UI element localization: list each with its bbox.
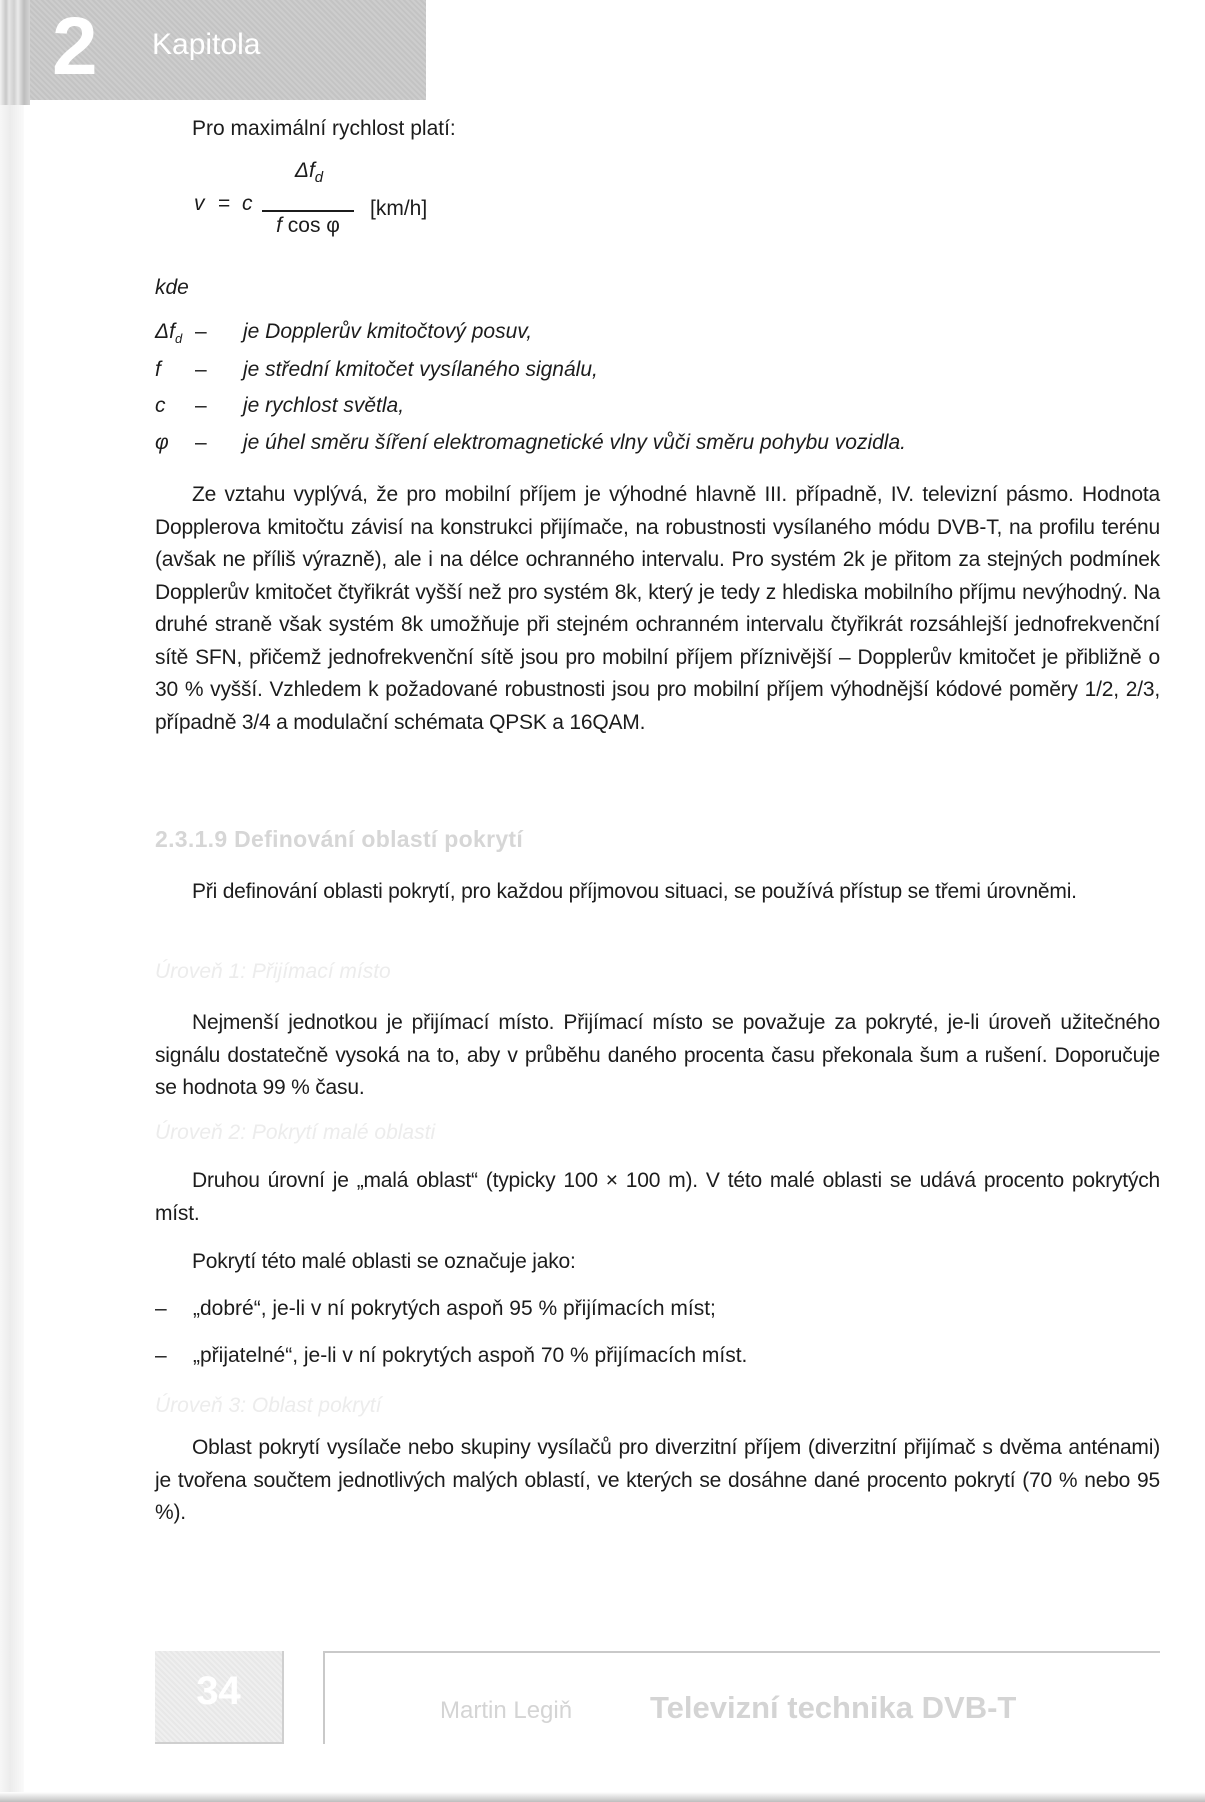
symbol-subscript: d — [174, 331, 183, 347]
formula-coefficient: c — [242, 192, 253, 215]
definition-text: je střední kmitočet vysílaného signálu, — [243, 358, 598, 381]
definition-symbol: c — [155, 394, 166, 417]
paragraph-coverage-intro: Při definování oblasti pokrytí, pro každou příjmovou situaci, se používá přístup se třemi úrovněmi. — [192, 880, 1077, 903]
bullet-good: „dobré“, je-li v ní pokrytých aspoň 95 % přijímacích míst; — [193, 1297, 716, 1320]
numerator-subscript: d — [314, 169, 324, 187]
formula-equals: = — [218, 192, 231, 215]
formula-unit: [km/h] — [370, 197, 428, 220]
bullet-dash: – — [155, 1344, 167, 1367]
definition-text: je úhel směru šíření elektromagnetické vlny vůči směru pohybu vozidla. — [243, 431, 906, 454]
section-heading: 2.3.1.9 Definování oblastí pokrytí — [155, 826, 524, 852]
paragraph-coverage-label: Pokrytí této malé oblasti se označuje jako: — [192, 1250, 576, 1273]
footer-separator — [323, 1651, 325, 1744]
denominator-f: f — [276, 214, 282, 237]
denominator-cos: cos φ — [281, 214, 340, 237]
page-edge-shadow — [0, 105, 24, 1802]
footer-author: Martin Legiň — [440, 1697, 573, 1724]
level-3-heading: Úroveň 3: Oblast pokrytí — [155, 1394, 382, 1417]
formula-numerator — [270, 159, 348, 186]
chapter-label: Kapitola — [152, 28, 261, 61]
definition-text: je rychlost světla, — [243, 394, 405, 417]
definition-dash: – — [195, 431, 207, 454]
definition-dash: – — [195, 394, 207, 417]
page-number-box — [155, 1651, 284, 1744]
fraction-bar — [262, 210, 354, 212]
intro-text: Pro maximální rychlost platí: — [192, 117, 456, 140]
page-number: 34 — [196, 1669, 241, 1713]
footer-rule — [323, 1651, 1160, 1653]
definition-dash: – — [195, 358, 207, 381]
level-1-heading: Úroveň 1: Přijímací místo — [155, 960, 391, 983]
bullet-acceptable: „přijatelné“, je-li v ní pokrytých aspoň 70 % přijímacích míst. — [193, 1344, 748, 1367]
symbol-text: Δf — [155, 320, 175, 343]
paragraph-doppler: Ze vztahu vyplývá, že pro mobilní příjem je výhodné hlavně III. případně, IV. televizní pásmo. Hodnota Dopplerova kmitočtu závisí na konstrukci přijímače, na robustnosti vysílaného módu DVB-T, na profilu terénu (avšak ne příliš výrazně), ale i na délce ochranného intervalu. Pro systém 2k je přitom za stejných podmínek Dopplerův kmitočet čtyřikrát vyšší než pro systém 8k, který je tedy z hlediska mobilního příjmu nevýhodný. Na druhé straně však systém 8k umožňuje při stejném ochranném intervalu čtyřikrát rozsáhlejší jednofrekvenční sítě SFN, přičemž jednofrekvenční sítě jsou pro mobilní příjem příznivější – Dopplerův kmitočet je přibližně o 30 % vyšší. Vzhledem k požadované robustnosti jsou pro mobilní příjem výhodnější kódové poměry 1/2, 2/3, případně 3/4 a modulační schémata QPSK a 16QAM. — [155, 483, 1160, 734]
paragraph-level-2: Druhou úrovní je „malá oblast“ (typicky 100 × 100 m). V této malé oblasti se udává procento pokrytých míst. — [155, 1169, 1160, 1225]
definition-dash: – — [195, 320, 207, 343]
definition-symbol: f — [155, 358, 161, 381]
where-label: kde — [155, 276, 189, 299]
paragraph-level-1: Nejmenší jednotkou je přijímací místo. Přijímací místo se považuje za pokryté, je-li úroveň užitečného signálu dostatečně vysoká na to, aby v průběhu daného procenta času překonala šum a rušení. Doporučuje se hodnota 99 % času. — [155, 1011, 1160, 1099]
definition-text: je Dopplerův kmitočtový posuv, — [243, 320, 533, 343]
formula-lhs: v — [194, 192, 205, 215]
page-edge-strip — [0, 0, 30, 105]
bullet-dash: – — [155, 1297, 167, 1320]
definition-symbol: φ — [155, 431, 169, 454]
numerator-text: Δf — [294, 159, 315, 182]
paragraph-level-3: Oblast pokrytí vysílače nebo skupiny vysílačů pro diverzitní příjem (diverzitní přijímač s dvěma anténami) je tvořena součtem jednotlivých malých oblastí, ve kterých se dosáhne dané procento pokrytí (70 % nebo 95 %). — [155, 1436, 1160, 1524]
definition-symbol — [155, 317, 195, 354]
chapter-number: 2 — [52, 1, 98, 92]
doppler-velocity-formula — [192, 150, 492, 260]
footer-book-title: Televizní technika DVB-T — [650, 1690, 1017, 1725]
formula-denominator — [260, 214, 356, 238]
level-2-heading: Úroveň 2: Pokrytí malé oblasti — [155, 1121, 436, 1144]
page-bottom-edge — [0, 1792, 1205, 1802]
